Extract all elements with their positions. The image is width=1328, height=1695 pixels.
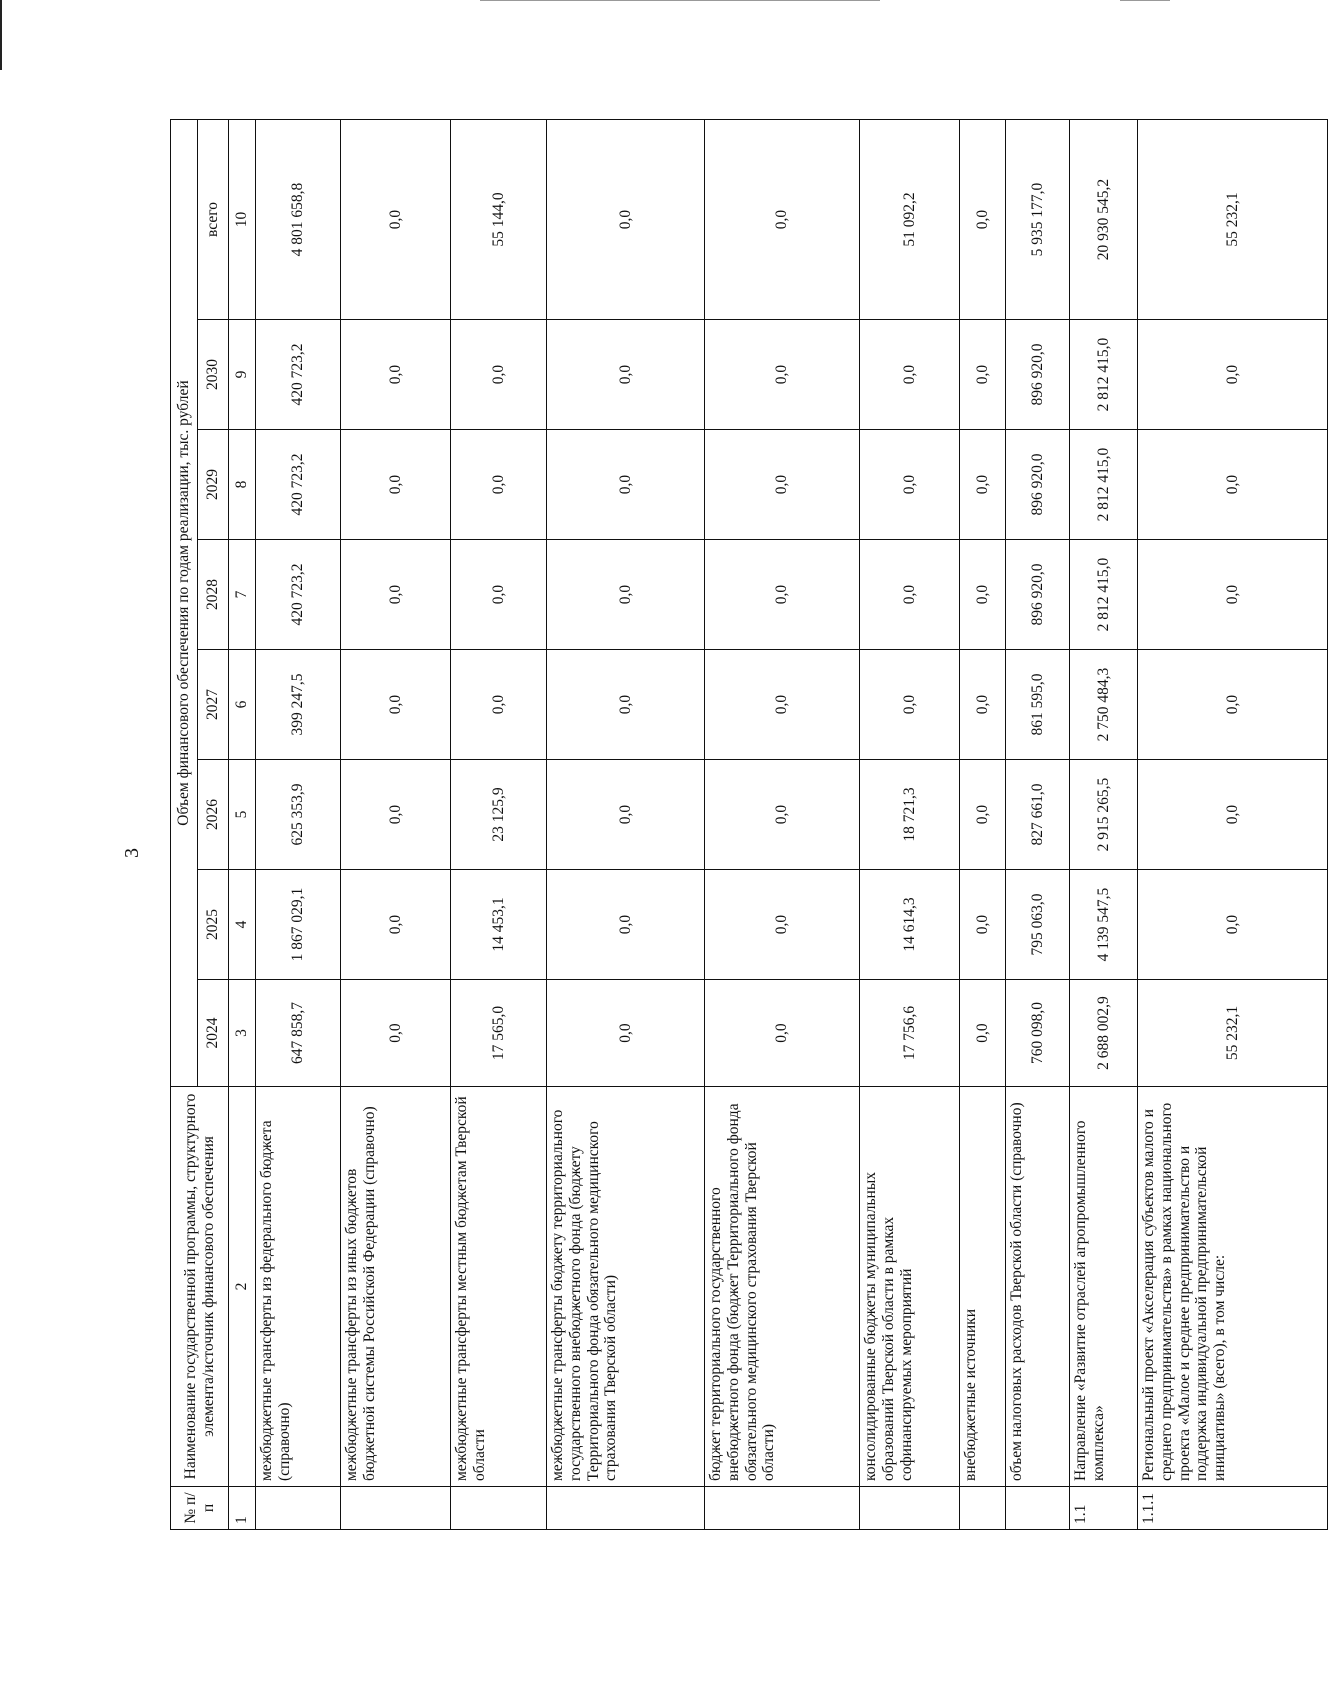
column-index: 6 <box>229 650 256 760</box>
row-year-value: 647 858,7 <box>256 980 341 1087</box>
row-year-value: 0,0 <box>960 980 1006 1087</box>
row-name: внебюджетные источники <box>960 1087 1006 1487</box>
table-row <box>1138 120 1328 1530</box>
table-row <box>547 120 705 1530</box>
row-year-value: 896 920,0 <box>1006 430 1070 540</box>
row-year-value: 17 756,6 <box>860 980 960 1087</box>
row-year-value: 0,0 <box>451 430 547 540</box>
row-year-value: 1 867 029,1 <box>256 870 341 980</box>
row-total-value: 55 144,0 <box>451 120 547 320</box>
row-year-value: 420 723,2 <box>256 540 341 650</box>
row-year-value: 2 812 415,0 <box>1070 320 1138 430</box>
row-year-value: 2 915 265,5 <box>1070 760 1138 870</box>
row-number <box>451 1487 547 1530</box>
row-year-value: 0,0 <box>451 320 547 430</box>
row-year-value: 0,0 <box>341 760 451 870</box>
row-year-value: 0,0 <box>341 430 451 540</box>
row-name: межбюджетные трансферты местным бюджетам Тверской области <box>451 1087 547 1487</box>
row-year-value: 0,0 <box>705 430 860 540</box>
row-number <box>860 1487 960 1530</box>
row-name: бюджет территориального государственного внебюджетного фонда (бюджет Территориального фонда обязательного медицинского страхования Тверской области) <box>705 1087 860 1487</box>
row-year-value: 14 453,1 <box>451 870 547 980</box>
row-year-value: 0,0 <box>1138 540 1328 650</box>
header-total: всего <box>198 120 229 320</box>
row-year-value: 2 688 002,9 <box>1070 980 1138 1087</box>
row-total-value: 0,0 <box>960 120 1006 320</box>
table-body <box>229 120 1328 1530</box>
row-year-value: 14 614,3 <box>860 870 960 980</box>
header-num: № п/п <box>171 1487 229 1530</box>
row-year-value: 0,0 <box>705 760 860 870</box>
column-index: 4 <box>229 870 256 980</box>
row-number: 1.1.1 <box>1138 1487 1328 1530</box>
row-year-value: 0,0 <box>960 320 1006 430</box>
row-name: межбюджетные трансферты бюджету территориального государственного внебюджетного фонда (бюджету Территориального фонда обязательного медицинского страхования Тверской области) <box>547 1087 705 1487</box>
row-year-value: 0,0 <box>705 980 860 1087</box>
row-year-value: 0,0 <box>547 760 705 870</box>
row-year-value: 0,0 <box>1138 760 1328 870</box>
row-year-value: 0,0 <box>341 870 451 980</box>
row-number <box>960 1487 1006 1530</box>
row-total-value: 0,0 <box>547 120 705 320</box>
row-year-value: 0,0 <box>960 760 1006 870</box>
column-index-row <box>229 120 256 1530</box>
row-year-value: 0,0 <box>960 430 1006 540</box>
row-year-value: 0,0 <box>960 650 1006 760</box>
row-year-value: 0,0 <box>1138 320 1328 430</box>
row-total-value: 55 232,1 <box>1138 120 1328 320</box>
row-year-value: 0,0 <box>341 650 451 760</box>
row-year-value: 0,0 <box>547 870 705 980</box>
row-year-value: 420 723,2 <box>256 320 341 430</box>
row-name: межбюджетные трансферты из федерального бюджета (справочно) <box>256 1087 341 1487</box>
page-number: 3 <box>121 848 143 858</box>
column-index: 9 <box>229 320 256 430</box>
financing-table <box>170 119 1328 1530</box>
row-year-value: 795 063,0 <box>1006 870 1070 980</box>
row-year-value: 760 098,0 <box>1006 980 1070 1087</box>
header-year: 2026 <box>198 760 229 870</box>
row-number <box>547 1487 705 1530</box>
scan-edge-top <box>480 0 880 1</box>
column-index: 10 <box>229 120 256 320</box>
row-year-value: 861 595,0 <box>1006 650 1070 760</box>
row-year-value: 0,0 <box>705 320 860 430</box>
row-total-value: 0,0 <box>341 120 451 320</box>
row-year-value: 0,0 <box>705 650 860 760</box>
row-year-value: 2 812 415,0 <box>1070 540 1138 650</box>
row-name: объем налоговых расходов Тверской области (справочно) <box>1006 1087 1070 1487</box>
row-year-value: 625 353,9 <box>256 760 341 870</box>
table-row <box>256 120 341 1530</box>
row-number <box>705 1487 860 1530</box>
header-name: Наименование государственной программы, структурного элемента/источник финансового обеспечения <box>171 1087 229 1487</box>
column-index: 7 <box>229 540 256 650</box>
row-year-value: 0,0 <box>860 320 960 430</box>
row-year-value: 896 920,0 <box>1006 540 1070 650</box>
header-volume: Объем финансового обеспечения по годам реализации, тыс. рублей <box>171 120 198 1087</box>
row-year-value: 0,0 <box>705 870 860 980</box>
header-year: 2027 <box>198 650 229 760</box>
row-number <box>256 1487 341 1530</box>
column-index: 1 <box>229 1487 256 1530</box>
header-year: 2025 <box>198 870 229 980</box>
row-total-value: 51 092,2 <box>860 120 960 320</box>
scan-edge-left <box>0 0 2 70</box>
row-year-value: 0,0 <box>341 980 451 1087</box>
row-year-value: 0,0 <box>547 430 705 540</box>
row-year-value: 0,0 <box>860 540 960 650</box>
row-year-value: 0,0 <box>547 650 705 760</box>
row-year-value: 2 812 415,0 <box>1070 430 1138 540</box>
row-year-value: 827 661,0 <box>1006 760 1070 870</box>
row-year-value: 0,0 <box>960 870 1006 980</box>
row-total-value: 4 801 658,8 <box>256 120 341 320</box>
column-index: 5 <box>229 760 256 870</box>
row-total-value: 5 935 177,0 <box>1006 120 1070 320</box>
header-year: 2030 <box>198 320 229 430</box>
table-row <box>451 120 547 1530</box>
row-year-value: 0,0 <box>341 540 451 650</box>
row-number <box>1006 1487 1070 1530</box>
row-total-value: 0,0 <box>705 120 860 320</box>
row-number: 1.1 <box>1070 1487 1138 1530</box>
row-year-value: 0,0 <box>960 540 1006 650</box>
row-name: Региональный проект «Акселерация субъектов малого и среднего предпринимательства» в рамках национального проекта «Малое и среднее предпринимательство и поддержка индивидуальной предпринимательской инициативы» (всего), в том числе: <box>1138 1087 1328 1487</box>
row-name: Направление «Развитие отраслей агропромышленного комплекса» <box>1070 1087 1138 1487</box>
column-index: 8 <box>229 430 256 540</box>
row-number <box>341 1487 451 1530</box>
column-index: 2 <box>229 1087 256 1487</box>
row-year-value: 0,0 <box>547 980 705 1087</box>
row-year-value: 0,0 <box>451 540 547 650</box>
row-year-value: 2 750 484,3 <box>1070 650 1138 760</box>
scan-edge-top-right <box>1120 0 1170 1</box>
row-year-value: 4 139 547,5 <box>1070 870 1138 980</box>
row-year-value: 23 125,9 <box>451 760 547 870</box>
row-name: консолидированные бюджеты муниципальных образований Тверской области в рамках софинансируемых мероприятий <box>860 1087 960 1487</box>
row-year-value: 17 565,0 <box>451 980 547 1087</box>
row-year-value: 0,0 <box>860 430 960 540</box>
row-year-value: 0,0 <box>860 650 960 760</box>
row-year-value: 896 920,0 <box>1006 320 1070 430</box>
row-year-value: 0,0 <box>705 540 860 650</box>
row-year-value: 0,0 <box>1138 870 1328 980</box>
table-row <box>1070 120 1138 1530</box>
row-year-value: 18 721,3 <box>860 760 960 870</box>
table-row <box>1006 120 1070 1530</box>
row-year-value: 0,0 <box>547 540 705 650</box>
row-year-value: 0,0 <box>1138 650 1328 760</box>
header-year: 2028 <box>198 540 229 650</box>
row-total-value: 20 930 545,2 <box>1070 120 1138 320</box>
row-year-value: 0,0 <box>451 650 547 760</box>
row-year-value: 0,0 <box>547 320 705 430</box>
column-index: 3 <box>229 980 256 1087</box>
header-year: 2024 <box>198 980 229 1087</box>
row-year-value: 0,0 <box>341 320 451 430</box>
table-row <box>860 120 960 1530</box>
table-row <box>341 120 451 1530</box>
row-year-value: 399 247,5 <box>256 650 341 760</box>
financing-table-wrapper <box>170 120 1241 1530</box>
row-year-value: 0,0 <box>1138 430 1328 540</box>
row-name: межбюджетные трансферты из иных бюджетов бюджетной системы Российской Федерации (справочно) <box>341 1087 451 1487</box>
row-year-value: 55 232,1 <box>1138 980 1328 1087</box>
header-year: 2029 <box>198 430 229 540</box>
table-row <box>960 120 1006 1530</box>
row-year-value: 420 723,2 <box>256 430 341 540</box>
table-row <box>705 120 860 1530</box>
